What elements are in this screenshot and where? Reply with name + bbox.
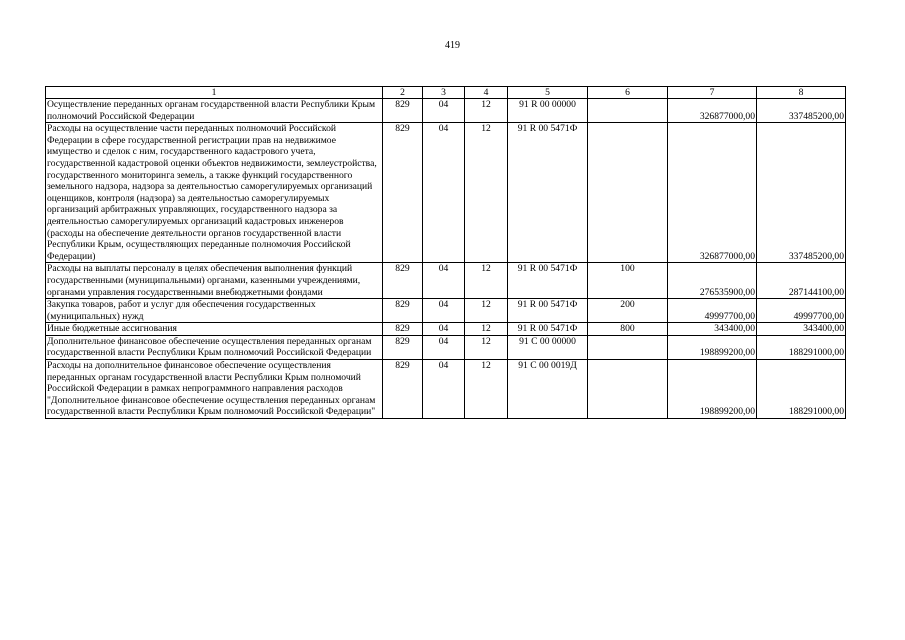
table-row [46,335,846,359]
expense-type-cell [588,123,668,263]
page-number: 419 [445,40,460,51]
target-article-cell: 91 C 00 00000 [508,335,588,359]
target-article-cell: 91 R 00 00000 [508,99,588,123]
amount-year2-cell: 49997700,00 [757,299,846,323]
admin-code-cell: 829 [383,123,423,263]
section-cell: 04 [423,335,465,359]
column-header: 8 [757,87,846,99]
row-name-cell: Иные бюджетные ассигнования [46,323,383,336]
target-article-cell: 91 R 00 5471Ф [508,123,588,263]
amount-year2-cell: 188291000,00 [757,360,846,419]
subsection-cell: 12 [465,123,508,263]
expense-type-cell: 800 [588,323,668,336]
budget-table [45,86,846,419]
amount-year2-cell: 343400,00 [757,323,846,336]
target-article-cell: 91 C 00 0019Д [508,360,588,419]
column-header: 2 [383,87,423,99]
admin-code-cell: 829 [383,99,423,123]
admin-code-cell: 829 [383,263,423,299]
target-article-cell: 91 R 00 5471Ф [508,299,588,323]
subsection-cell: 12 [465,323,508,336]
section-cell: 04 [423,360,465,419]
expense-type-cell [588,360,668,419]
row-name-cell: Дополнительное финансовое обеспечение осуществления переданных органам государственной власти Республики Крым полномочий Российской Федерации [46,335,383,359]
section-cell: 04 [423,263,465,299]
expense-type-cell: 100 [588,263,668,299]
expense-type-cell [588,99,668,123]
row-name-cell: Осуществление переданных органам государственной власти Республики Крым полномочий Российской Федерации [46,99,383,123]
section-cell: 04 [423,323,465,336]
amount-year1-cell: 49997700,00 [668,299,757,323]
target-article-cell: 91 R 00 5471Ф [508,323,588,336]
amount-year1-cell: 198899200,00 [668,360,757,419]
table-row [46,299,846,323]
subsection-cell: 12 [465,299,508,323]
section-cell: 04 [423,99,465,123]
column-header: 4 [465,87,508,99]
subsection-cell: 12 [465,335,508,359]
row-name-cell: Закупка товаров, работ и услуг для обеспечения государственных (муниципальных) нужд [46,299,383,323]
column-header: 1 [46,87,383,99]
amount-year1-cell: 198899200,00 [668,335,757,359]
column-header: 7 [668,87,757,99]
table-row [46,263,846,299]
column-header: 6 [588,87,668,99]
expense-type-cell [588,335,668,359]
amount-year1-cell: 326877000,00 [668,123,757,263]
amount-year1-cell: 276535900,00 [668,263,757,299]
amount-year1-cell: 326877000,00 [668,99,757,123]
section-cell: 04 [423,299,465,323]
table-row [46,323,846,336]
table-header-row [46,87,846,99]
table-row [46,99,846,123]
admin-code-cell: 829 [383,299,423,323]
table-row [46,360,846,419]
admin-code-cell: 829 [383,335,423,359]
column-header: 5 [508,87,588,99]
admin-code-cell: 829 [383,323,423,336]
amount-year1-cell: 343400,00 [668,323,757,336]
subsection-cell: 12 [465,360,508,419]
admin-code-cell: 829 [383,360,423,419]
section-cell: 04 [423,123,465,263]
amount-year2-cell: 337485200,00 [757,99,846,123]
row-name-cell: Расходы на дополнительное финансовое обеспечение осуществления переданных органам государственной власти Республики Крым полномочий Российской Федерации в рамках непрограммного направления расходов "Дополнительное финансовое обеспечение осуществления переданных органам государственной власти Республики Крым полномочий Российской Федерации" [46,360,383,419]
subsection-cell: 12 [465,99,508,123]
row-name-cell: Расходы на осуществление части переданных полномочий Российской Федерации в сфере государственной регистрации прав на недвижимое имущество и сделок с ним, государственного кадастрового учета, государственной кадастровой оценки объектов недвижимости, землеустройства, государственного мониторинга земель, а также функций государственного земельного надзора, надзора за деятельностью саморегулируемых организаций оценщиков, контроля (надзора) за деятельностью саморегулируемых организаций арбитражных управляющих, государственного надзора за деятельностью саморегулируемых организаций кадастровых инженеров (расходы на обеспечение деятельности органов государственной власти Республики Крым, осуществляющих переданные полномочия Российской Федерации) [46,123,383,263]
row-name-cell: Расходы на выплаты персоналу в целях обеспечения выполнения функций государственными (муниципальными) органами, казенными учреждениями, органами управления государственными внебюджетными фондами [46,263,383,299]
amount-year2-cell: 287144100,00 [757,263,846,299]
amount-year2-cell: 188291000,00 [757,335,846,359]
column-header: 3 [423,87,465,99]
subsection-cell: 12 [465,263,508,299]
expense-type-cell: 200 [588,299,668,323]
target-article-cell: 91 R 00 5471Ф [508,263,588,299]
amount-year2-cell: 337485200,00 [757,123,846,263]
table-row [46,123,846,263]
